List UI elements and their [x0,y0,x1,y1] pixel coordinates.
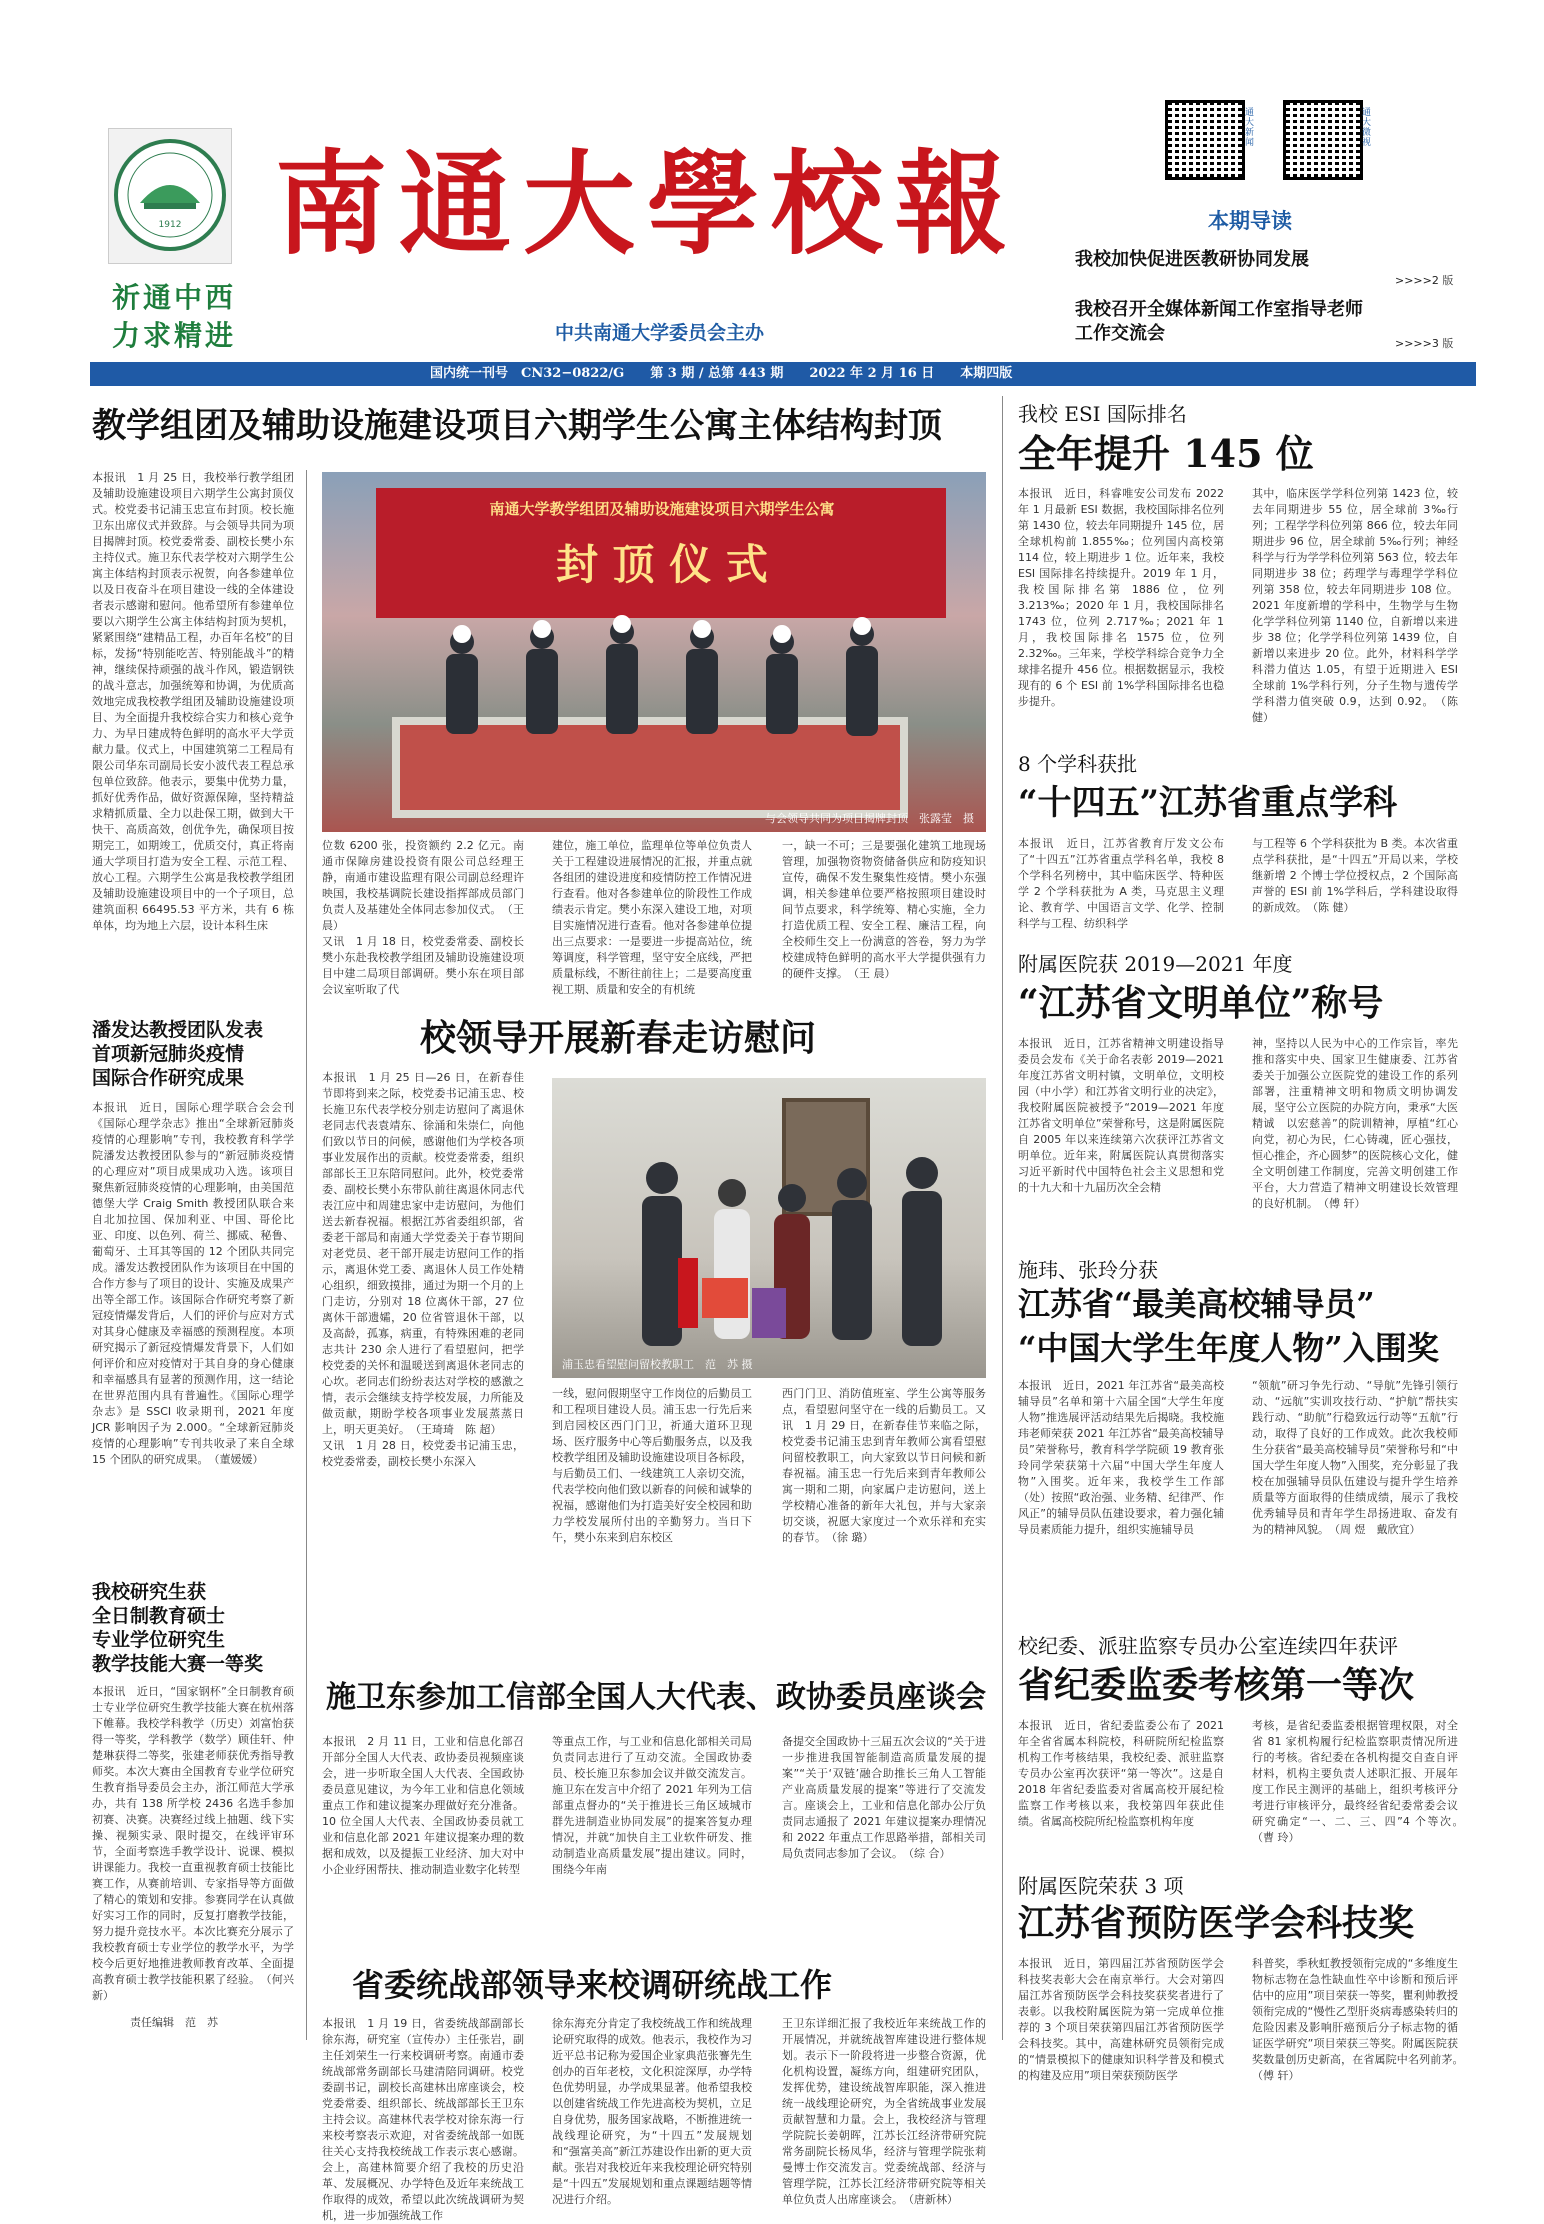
guide-item-2-page: >>>>3 版 [1395,337,1454,350]
subject-headline: “十四五”江苏省重点学科 [1018,783,1398,823]
prevention-col-1: 本报讯 近日，第四届江苏省预防医学会科技奖表彰大会在南京举行。大会对第四届江苏省预防医学会科技奖获奖者进行了表彰。以我校附属医院为第一完成单位推荐的 3 个项目荣获第四届江苏省预防医学会科技奖。其中，高建林研究员领衔完成的“情景模拟下的健康知识科学普及和模式的构建及应用”项目荣获预防医学 [1018,1957,1224,2082]
model-headline-2: “中国大学生年度人物”入围奖 [1018,1329,1439,1367]
visit-body-b: 又讯 1 月 28 日，校党委书记浦玉忠，校党委常委，副校长樊小东深入 [322,1439,524,1468]
issue-info: 国内统一刊号 CN32−0822/G 第 3 期 / 总第 443 期 2022 年 2 月 16 日 本期四版 [430,366,1013,381]
left-headline-1 [92,1018,302,1090]
visit-col-3: 一线，慰问假期坚守工作岗位的后勤员工和工程项目建设人员。浦玉忠一行先后来到启园校区西门门卫，祈通大道环卫现场、医疗服务中心等后勤服务点，以及我校教学组团及辅助设施建设项目各标段，与后勤员工们、一线建筑工人亲切交流，代表学校向他们致以新春的问候和诚挚的祝福，感谢他们为打造美好安全校园和助力学校发展所付出的辛勤努力。当日下午，樊小东来到启东校区 [552,1387,752,1544]
visit-body [322,1070,524,1662]
motto-line-1: 祈通中西 [112,281,237,314]
civil-headline: “江苏省文明单位”称号 [1018,982,1384,1024]
guide-item-1[interactable]: 我校加快促进医教研协同发展 [1075,249,1309,270]
esi-pretitle: 我校 ESI 国际排名 [1018,402,1187,426]
civil-col-2: 神，坚持以人民为中心的工作宗旨，率先推和落实中央、国家卫生健康委、江苏省委关于加强公立医院党的建设工作的系列部署，注重精神文明和物质文明协调发展，坚守公立医院的办院方向，秉承“大医精诚 以宏慈善”的院训精神，厚植“红心向党，初心为民，仁心铸魂，匠心强技，恒心推企，齐心圆梦”的医院核心文化，健全文明创建工作制度，完善文明创建工作平台，大力营造了精神文明建设长效管理的良好机制。 （傅 轩） [1252,1037,1458,1210]
divider [306,470,307,2040]
subject-col-2: 与工程等 6 个学科获批为 B 类。本次省重点学科获批，是“十四五”开局以来，学校继新增 2 个博士学位授权点，2 个国际高声誉的 ESI 前 1%学科后，学科建设取得的新成效。 （陈 健） [1252,837,1458,914]
subject-col-1: 本报讯 近日，江苏省教育厅发文公布了“十四五”江苏省重点学科名单，我校 8 个学科名列榜中，其中临床医学、特种医学 2 个学科获批为 A 类，马克思主义理论、教育学、中国语言文学、化学、控制科学与工程、纺织科学 [1018,837,1224,930]
lead-col-3: 建位，施工单位，监理单位等单位负责人关于工程建设进展情况的汇报，并重点就各组团的建设进度和疫情防控工作情况进行查看。他对各参建单位的阶段性工作成绩表示肯定。樊小东深入建设工地，对项目实施情况进行查看。他对各参建单位提出三点要求：一是要进一步提高站位，统筹调度，科学管理，坚守安全底线，严把质量标线，不断往前往上；二是要高度重视工期、质量和安全的有机统 [552,839,752,996]
left-body-1: 本报讯 近日，国际心理学联合会会刊《国际心理学杂志》推出“全球新冠肺炎疫情的心理影响”专刊，我校教育科学学院潘发达教授团队参与的“新冠肺炎疫情的心理应对”项目成果成功入选。该项目聚焦新冠肺炎疫情的心理影响，由美国范德堡大学 Craig Smith 教授团队联合来自北加拉国、保加利亚、中国、哥伦比亚、印度、以色列、荷兰、挪威、秘鲁、葡萄牙、土耳其等国的 12 个团队共同完成。潘发达教授团队作为该项目在中国的合作方参与了项目的设计、实施及成果产出等全部工作。该国际合作研究考察了新冠疫情爆发背后，人们的评价与应对方式对其身心健康及幸福感的预测程度。本项研究揭示了新冠疫情爆发背景下，人们如何评价和应对疫情对于其自身的身心健康和幸福感具有显著的预测作用，这一结论在世界范围内具有普遍性。《国际心理学杂志》是 SSCI 收录期刊，2021 年度 JCR 影响因子为 2.000。“全球新冠肺炎疫情的心理影响”专刊共收录了来自全球 15 个团队的研究成果。 （董媛媛） [92,1101,294,1466]
esi-col-1: 本报讯 近日，科睿唯安公司发布 2022 年 1 月最新 ESI 数据，我校国际排名位列第 1430 位，较去年同期提升 145 位，居全球机构前 1.855‰；位列国内高校第 114 位，较上期进步 1 位。近年来，我校 ESI 国际排名持续提升。2019 年 1 月，我校国际排名第 1886 位，位列 3.213‰；2020 年 1 月，我校国际排名 1743 位，位列 2.717‰；2021 年 1 月，我校国际排名 1575 位，位列 2.32‰。三年来，学校学科综合竞争力全球排名提升 456 位。根据数据显示，我校现有的 6 个 ESI 前 1%学科国际排名也稳步提升。 [1018,487,1224,708]
lead-col-2 [322,838,524,1008]
meeting-col-2: 等重点工作，与工业和信息化部相关司局负责同志进行了互动交流。全国政协委员、校长施卫东参加会议并做交流发言。施卫东在发言中介绍了 2021 年列为工信部重点督办的“关于推进长三角区域城市群先进制造业协同发展”的提案答复办理情况，并就“加快自主工业软件研发、推动制造业高质量发展”提出建议。同时，围绕今年南 [552,1735,752,1876]
meeting-col-3: 备提交全国政协十三届五次会议的“关于进一步推进我国智能制造高质量发展的提案”“关于‘双链’融合助推长三角人工智能产业高质量发展的提案”等进行了交流发言。座谈会上，工业和信息化部办公厅负责同志通报了 2021 年建议提案办理情况和 2022 年重点工作思路举措，部相关司局负责同志参加了会议。 （综 合） [782,1735,986,1860]
editor-credit: 责任编辑 范 苏 [130,2016,218,2029]
qr-code-news[interactable] [1165,100,1245,180]
model-col-2: “领航”研习争先行动、“导航”先锋引领行动、“远航”实训攻技行动、“护航”帮扶实践行动、“助航”行稳致远行动等“五航”行动，取得了良好的工作成效。此次我校师生分获省“最美高校辅导员”荣誉称号和“中国大学生年度人物”入围奖，充分彰显了我校在加强辅导员队伍建设与提升学生培养质量等方面取得的佳绩成绩，展示了我校优秀辅导员和青年学生昂扬进取、奋发有为的精神风貌。 （周 煜 戴欣宜） [1252,1379,1458,1536]
issue-info-bar [90,362,1476,386]
discipline-pretitle: 校纪委、派驻监察专员办公室连续四年获评 [1018,1634,1398,1658]
qr-label-video: 通大微视 [1362,108,1372,148]
prevention-headline: 江苏省预防医学会科技奖 [1018,1902,1415,1944]
lead-photo-caption: 与会领导共同为项目揭牌封顶 张露莹 摄 [765,812,974,825]
lead-col-1: 本报讯 1 月 25 日，我校举行教学组团及辅助设施建设项目六期学生公寓封顶仪式。校党委书记浦玉忠宣布封顶。校长施卫东出席仪式并致辞。与会领导共同为项目揭牌封顶。校党委常委、副校长樊小东主持仪式。施卫东代表学校对六期学生公寓主体结构封顶表示祝贺，向各参建单位以及日夜奋斗在项目建设一线的全体建设者表示感谢和慰问。他希望所有参建单位要以六期学生公寓主体结构封顶为契机，紧紧围绕“建精品工程，办百年名校”的目标，发扬“特别能吃苦、特别能战斗”的精神，继续保持顽强的战斗作风，锻造钢铁的战斗意志，加强统筹和协调，为优质高效地完成我校教学组团及辅助设施建设项目、为全面提升我校综合实力和核心竞争力、为早日建成特色鲜明的高水平大学贡献力量。仪式上，中国建筑第二工程局有限公司华东司副局长安小波代表工程总承包单位致辞。他表示，要集中优势力量，抓好优秀作品，做好资源保障，坚持精益求精抓质量、全力以赴保工期，做到大干快干、高质高效，创优争先，确保项目按期完工，如期竣工，优质交付，真正将南通大学项目打造为安全工程、示范工程、放心工程。六期学生公寓是我校教学组团及辅助设施建设项目中的一个子项目，总建筑面积 66495.53 平方米，共有 6 栋单体，均为地上六层，设计本科生床 [92,471,294,932]
lead-col-2-b: 又讯 1 月 18 日，校党委常委、副校长樊小东赴我校教学组团及辅助设施建设项目中建二局项目部调研。樊小东在项目部会议室听取了代 [322,935,524,996]
model-pretitle: 施玮、张玲分获 [1018,1258,1158,1282]
meeting-col-1: 本报讯 2 月 11 日，工业和信息化部召开部分全国人大代表、政协委员视频座谈会，进一步听取全国人大代表、全国政协委员意见建议，为今年工业和信息化领域重点工作和建议提案办理做好充分准备。10 位全国人大代表、全国政协委员就工业和信息化部 2021 年建议提案办理的数据和成效，以及提振工业经济、加大对中小企业纾困帮扶、推动制造业数字化转型 [322,1735,524,1876]
visit-people-icon [552,1138,986,1378]
ufw-col-3: 王卫东详细汇报了我校近年来统战工作的开展情况，并就统战智库建设进行整体规划。表示下一阶段将进一步整合资源，优化机构设置，凝练方向，组建研究团队，发挥优势，建设统战智库职能，深入推进统一战线理论研究，为全省统战事业发展贡献智慧和力量。会上，我校经济与管理学院院长姜朝晖，江苏长江经济带研究院常务副院长杨凤华，经济与管理学院张莉曼博士作交流发言。党委统战部、经济与管理学院，江苏长江经济带研究院等相关单位负责人出席座谈会。 （唐新林） [782,2017,986,2206]
model-headline-1: 江苏省“最美高校辅导员” [1018,1285,1375,1323]
lead-col-4: 一，缺一不可；三是要强化建筑工地现场管理，加强物资物资储备供应和防疫知识宣传，确保不发生聚集性疫情。樊小东强调，相关参建单位要严格按照项目建设时间节点要求，科学统筹、精心实施，全力打造优质工程、安全工程、廉洁工程，向全校师生交上一份满意的答卷，努力为学校建成特色鲜明的高水平大学提供强有力的硬件支撑。 （王 晨） [782,839,986,980]
esi-headline: 全年提升 145 位 [1018,431,1314,476]
ufw-col-2: 徐东海充分肯定了我校统战工作和统战理论研究取得的成效。他表示，我校作为习近平总书记称为爱国企业家典范张謇先生创办的百年老校，文化积淀深厚，办学特色优势明显，办学成果显著。他希望我校以创建省统战工作先进高校为契机，立足自身优势，服务国家战略，不断推进统一战线理论研究，为“十四五”发展规划和“强富美高”新江苏建设作出新的更大贡献。张岩对我校近年来我校理论研究特别是“十四五”发展规划和重点课题结题等情况进行介绍。 [552,2017,752,2206]
left-headline-2-line: 教学技能大赛一等奖 [92,1653,264,1675]
photo-banner-text: 南通大学教学组团及辅助设施建设项目六期学生公寓 [489,500,835,518]
prevention-pretitle: 附属医院荣获 3 项 [1018,1874,1184,1898]
left-headline-2-line: 全日制教育硕士 [92,1605,226,1627]
left-headline-1-line: 首项新冠肺炎疫情 [92,1043,245,1065]
discipline-headline: 省纪委监委考核第一等次 [1018,1664,1415,1706]
ufw-headline [352,1760,367,1761]
visit-col-4: 西门门卫、消防值班室、学生公寓等服务点，看望慰问坚守在一线的后勤员工。又讯 1 月 29 日，在新春佳节来临之际，校党委书记浦玉忠到青年教师公寓看望慰问留校教职工，向大家致以节日问候和新春祝福。浦玉忠一行先后来到青年教师公寓一期和二期，向家属户走访慰问，送上学校精心准备的新年大礼包，并与大家亲切交谈，祝愿大家度过一个欢乐祥和充实的春节。 （徐 璐） [782,1387,986,1544]
sponsor-line: 中共南通大学委员会主办 [555,322,765,344]
guide-item-2[interactable]: 我校召开全媒体新闻工作室指导老师工作交流会 [1075,299,1363,344]
visit-photo [552,1078,986,1378]
civil-pretitle: 附属医院获 2019—2021 年度 [1018,952,1293,976]
left-headline-2-line: 专业学位研究生 [92,1629,226,1651]
lead-headline: 教学组团及辅助设施建设项目六期学生公寓主体结构封顶 [92,406,942,446]
masthead-title: 南通大學校報 [275,139,1019,270]
ufw-headline-display: 省委统战部领导来校调研统战工作 [352,1966,833,2004]
esi-col-2: 其中，临床医学学科位列第 1423 位，较去年同期进步 55 位，居全球前 3‰行列；工程学学科位列第 866 位，较去年同期进步 96 位，居全球前 5‰行列；神经科学与行为学学科位列第 563 位，较去年同期进步 38 位；药理学与毒理学学科位列第 358 位，较去年同期进步 108 位。2021 年度新增的学科中，生物学与生物化学学科位列第 1140 位，自新增以来进步 38 位；化学学科位列第 1439 位，自新增以来进步 20 位。此外，材料科学学科潜力值达 1.05，有望于近期进入 ESI 全球前 1%学科行列，分子生物与遗传学学科潜力值突破 0.9，达到 0.92。 （陈 健） [1252,487,1458,724]
civil-col-1: 本报讯 近日，江苏省精神文明建设指导委员会发布《关于命名表彰 2019—2021 年度江苏省文明村镇，文明单位，文明校园（中小学）和江苏省文明行业的决定》，我校附属医院被授予“2019—2021 年度江苏省文明单位”荣誉称号，这是附属医院自 2005 年以来连续第六次获评江苏省文明单位。近年来，附属医院认真贯彻落实习近平新时代中国特色社会主义思想和党的十九大和十九届历次全会精 [1018,1037,1224,1194]
svg-text:1912: 1912 [158,220,182,230]
ufw-col-1: 本报讯 1 月 19 日，省委统战部副部长徐东海，研究室（宣传办）主任张岩，副主任刘荣生一行来校调研考察。南通市委统战部常务副部长马建清陪同调研。校党委副书记，副校长高建林出席座谈会，校党委常委、组织部长、统战部部长王卫东主持会议。高建林代表学校对徐东海一行来校考察表示欢迎，对省委统战部一如既往关心支持我校统战工作表示衷心感谢。会上，高建林简要介绍了我校的历史沿革、发展概况、办学特色及近年来统战工作取得的成效，希望以此次统战调研为契机，进一步加强统战工作 [322,2017,524,2222]
discipline-col-1: 本报讯 近日，省纪委监委公布了 2021 年全省省属本科院校，科研院所纪检监察机构工作考核结果，我校纪委、派驻监察专员办公室再次获评“第一等次”。这是自 2018 年省纪委监委对省属高校开展纪检监察工作考核以来，我校第四年获此佳绩。省属高校院所纪检监察机构年度 [1018,1719,1224,1828]
discipline-col-2: 考核，是省纪委监委根据管理权限，对全省 81 家机构履行纪检监察职责情况所进行的考核。省纪委在各机构提交自查自评材料，机构主要负责人述职汇报、开展年度工作民主测评的基础上，组织考核评分考进行审核评分，最终经省纪委常委会议研究确定“一、二、三、四”4 个等次。 （曹 玲） [1252,1719,1469,1844]
qr-code-video[interactable] [1283,100,1363,180]
lead-photo [322,472,986,832]
left-headline-2-line: 我校研究生获 [92,1581,207,1603]
model-col-1: 本报讯 近日，2021 年江苏省“最美高校辅导员”名单和第十六届全国“大学生年度人物”推选展评活动结果先后揭晓。我校施玮老师荣获 2021 年江苏省“最美高校辅导员”荣誉称号，教育科学学院硕 19 教育张玲同学荣获第十六届“中国大学生年度人物”入围奖。近年来，我校学生工作部（处）按照“政治强、业务精、纪律严、作风正”的辅导员队伍建设要求，着力强化辅导员素质能力提升，组织实施辅导员 [1018,1379,1224,1536]
divider [1002,396,1003,2040]
visit-photo-caption: 浦玉忠看望慰问留校教职工 范 苏 摄 [562,1358,753,1371]
lead-col-2-a: 位数 6200 张，投资额约 2.2 亿元。南通市保障房建设投资有限公司总经理王静，南通市建设监理有限公司副总经理许映国，我校基调院长建设指挥部成员部门负责人及基建处全体同志参加仪式。 （王 晨） [322,839,524,932]
university-logo [108,128,232,264]
guide-heading: 本期导读 [1208,209,1292,233]
motto-line-2: 力求精进 [112,319,237,352]
left-headline-1-line: 国际合作研究成果 [92,1067,245,1089]
photo-banner-title: 封 顶 仪 式 [556,540,768,589]
left-headline-1-line: 潘发达教授团队发表 [92,1019,264,1041]
left-headline-2 [92,1580,302,1676]
subject-pretitle: 8 个学科获批 [1018,752,1138,776]
visit-body-a: 本报讯 1 月 25 日—26 日，在新春佳节即将到来之际，校党委书记浦玉忠、校长施卫东代表学校分别走访慰问了离退休老同志代表袁靖东、徐涌和朱崇仁，向他们致以节日的问候，感谢他们为学校各项事业发展作出的贡献。校党委常委，组织部部长王卫东陪同慰问。此外，校党委常委、副校长樊小东带队前往离退休同志代表江应中和周建忠家中走访慰问，为他们送去新春祝福。根据江苏省委组织部，省委老干部局和南通大学党委关于春节期间对老党员、老干部开展走访慰问工作的指示，离退休党工委、离退休人员工作处精心组织，细致摸排，通过为期一个月的上门走访，分别对 18 位离休干部，27 位离休干部遗孀，20 位省管退休干部，以及高龄，孤寡，病重，有特殊困难的老同志共计 230 余人进行了看望慰问，把学校党委的关怀和温暖送到离退休老同志的心坎。老同志们纷纷表达对学校的感激之情，表示会继续支持学校发展，力所能及做贡献，期盼学校各项事业发展蒸蒸日上，明天更美好。 （王琦琦 陈 超） [322,1071,524,1436]
qr-label-news: 通大新闻 [1245,108,1255,148]
ceremony-people-icon [322,612,986,832]
prevention-col-2: 科普奖，季秋虹教授领衔完成的“多维度生物标志物在急性缺血性卒中诊断和预后评估中的应用”项目荣获一等奖，瞿利帅教授领衔完成的“慢性乙型肝炎病毒感染转归的危险因素及影响肝癌预后分子标志物的循证医学研究”项目荣获三等奖。附属医院获奖数量创历史新高，在省属院中名列前茅。 （傅 轩） [1252,1957,1469,2082]
meeting-headline: 施卫东参加工信部全国人大代表、政协委员座谈会 [326,1680,986,1715]
left-body-2: 本报讯 近日，“国家钢杯”全日制教育硕士专业学位研究生教学技能大赛在杭州落下帷幕。我校学科教学（历史）刘富怡获得一等奖，学科教学（数学）顾佳轩、仲楚琳获得二等奖，张建老师获优秀指导教师奖。本次大赛由全国教育专业学位研究生教育指导委员会主办，浙江师范大学承办，共有 138 所学校 2436 名选手参加初赛、决赛。决赛经过线上抽题、线下实操、视频实录、限时提交，在线评审环节，全面考察选手教学设计、说课、模拟讲课能力。我校一直重视教育硕士技能比赛工作，从赛前培训、专家指导等方面做了精心的策划和安排。参赛同学在认真做好实习工作的同时，反复打磨教学技能，努力提升竞技水平。本次比赛充分展示了我校教育硕士专业学位的教学水平，为学校今后更好地推进教师教育改革、全面提高教育硕士教学技能积累了经验。 （何兴新） [92,1685,294,2002]
logo-emblem-icon [109,129,231,263]
guide-item-1-page: >>>>2 版 [1395,274,1454,287]
visit-headline: 校领导开展新春走访慰问 [420,1017,817,1059]
